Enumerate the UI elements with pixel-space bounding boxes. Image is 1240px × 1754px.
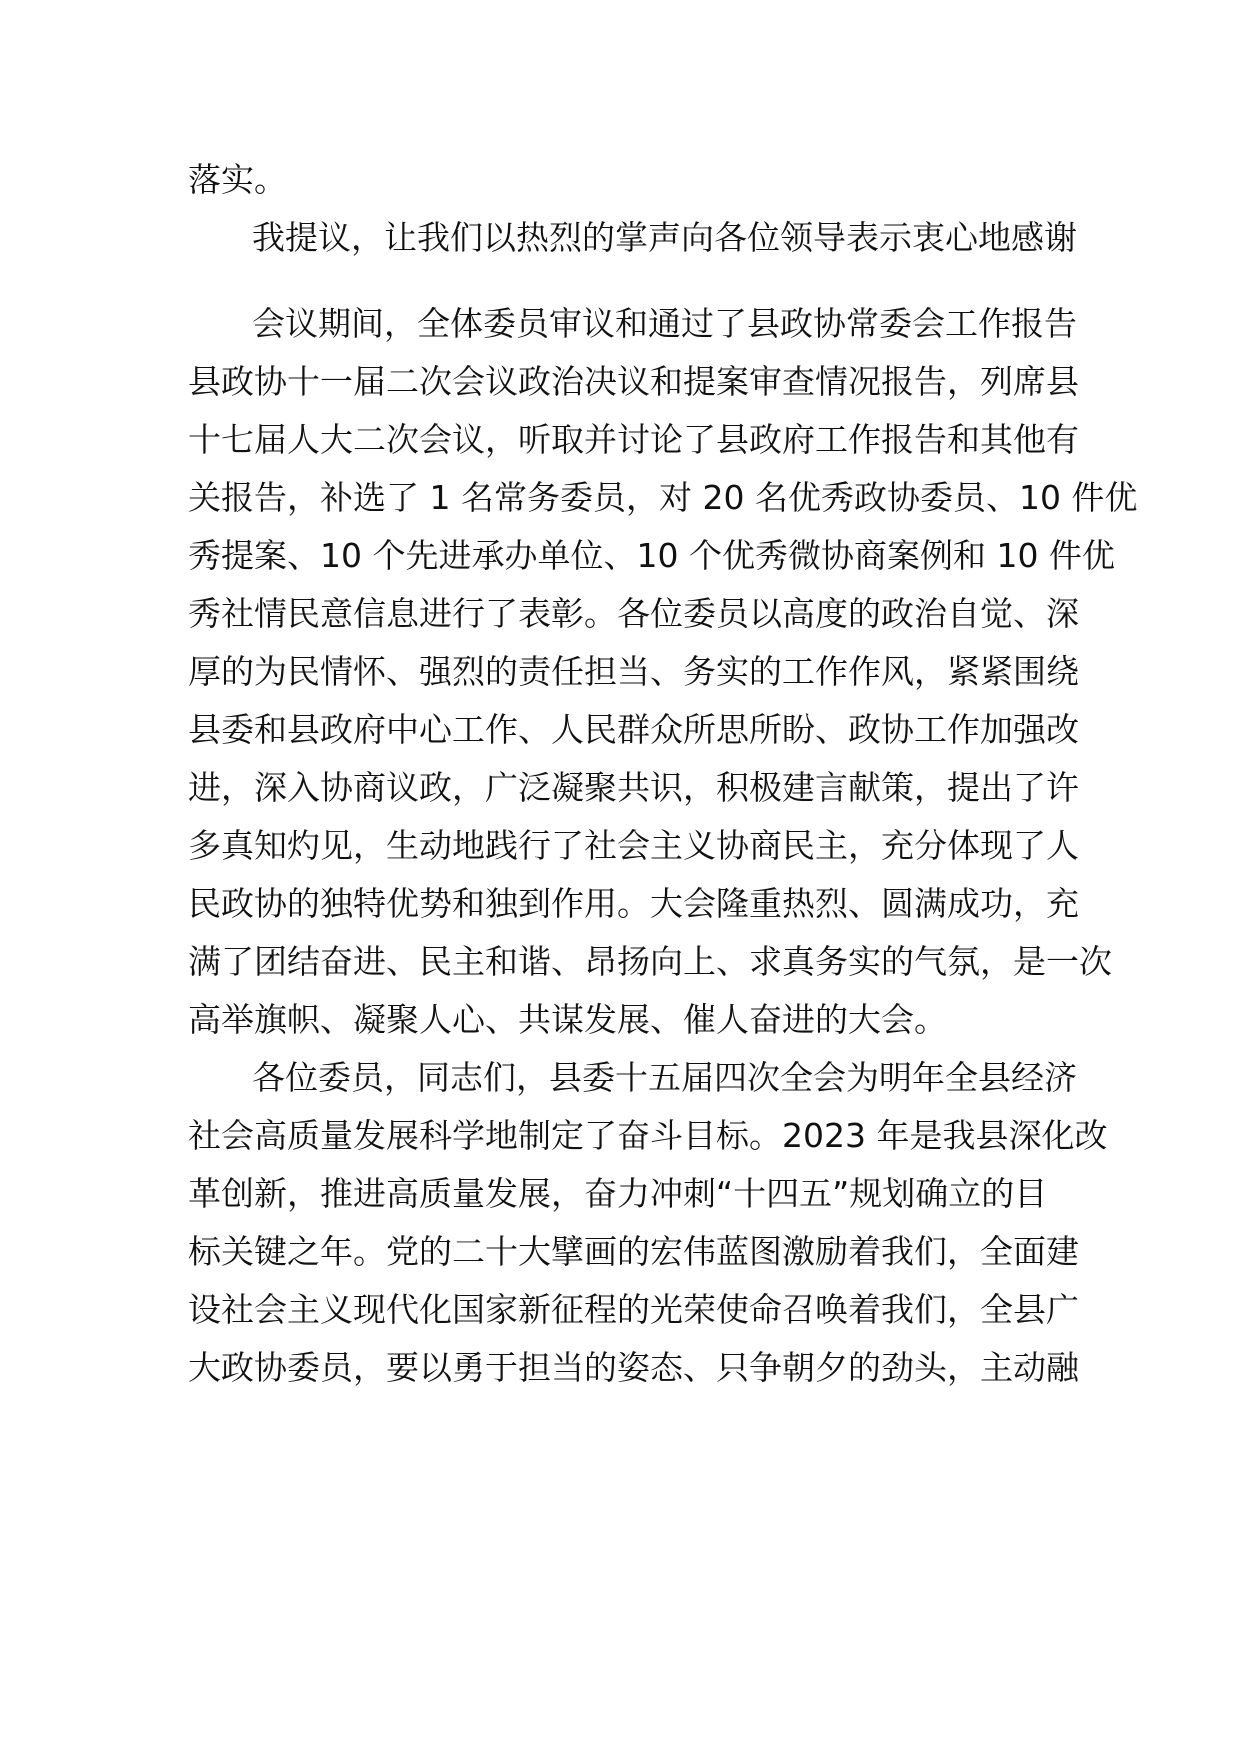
text-line: 高举旗帜、凝聚人心、共谋发展、催人奋进的大会。 — [188, 1000, 947, 1039]
text-line: 进，深入协商议政，广泛凝聚共识，积极建言献策，提出了许 — [188, 768, 1079, 807]
text-line: 秀社情民意信息进行了表彰。各位委员以高度的政治自觉、深 — [188, 594, 1079, 633]
text-line: 县委和县政府中心工作、人民群众所思所盼、政协工作加强改 — [188, 710, 1079, 749]
text-line: 县政协十一届二次会议政治决议和提案审查情况报告，列席县 — [188, 362, 1079, 401]
text-line: 秀提案、10 个先进承办单位、10 个优秀微协商案例和 10 件优 — [188, 536, 1115, 575]
text-line: 厚的为民情怀、强烈的责任担当、务实的工作作风，紧紧围绕 — [188, 652, 1079, 691]
text-line: 民政协的独特优势和独到作用。大会隆重热烈、圆满成功，充 — [188, 884, 1079, 923]
paragraph-start-line: 我提议，让我们以热烈的掌声向各位领导表示衷心地感谢 — [252, 218, 1077, 257]
text-line: 大政协委员，要以勇于担当的姿态、只争朝夕的劲头，主动融 — [188, 1348, 1079, 1387]
text-line: 关报告，补选了 1 名常务委员，对 20 名优秀政协委员、10 件优 — [188, 478, 1138, 517]
text-line: 设社会主义现代化国家新征程的光荣使命召唤着我们，全县广 — [188, 1290, 1079, 1329]
text-line: 多真知灼见，生动地践行了社会主义协商民主，充分体现了人 — [188, 826, 1079, 865]
paragraph-start-line: 各位委员，同志们，县委十五届四次全会为明年全县经济 — [252, 1058, 1077, 1097]
text-line: 社会高质量发展科学地制定了奋斗目标。2023 年是我县深化改 — [188, 1116, 1108, 1155]
text-line: 革创新，推进高质量发展，奋力冲刺“十四五”规划确立的目 — [188, 1174, 1048, 1213]
text-line: 满了团结奋进、民主和谐、昂扬向上、求真务实的气氛，是一次 — [188, 942, 1112, 981]
text-line: 十七届人大二次会议，听取并讨论了县政府工作报告和其他有 — [188, 420, 1079, 459]
text-line: 落实。 — [188, 160, 287, 199]
text-line: 标关键之年。党的二十大擘画的宏伟蓝图激励着我们，全面建 — [188, 1232, 1079, 1271]
paragraph-start-line: 会议期间，全体委员审议和通过了县政协常委会工作报告 — [252, 304, 1077, 343]
